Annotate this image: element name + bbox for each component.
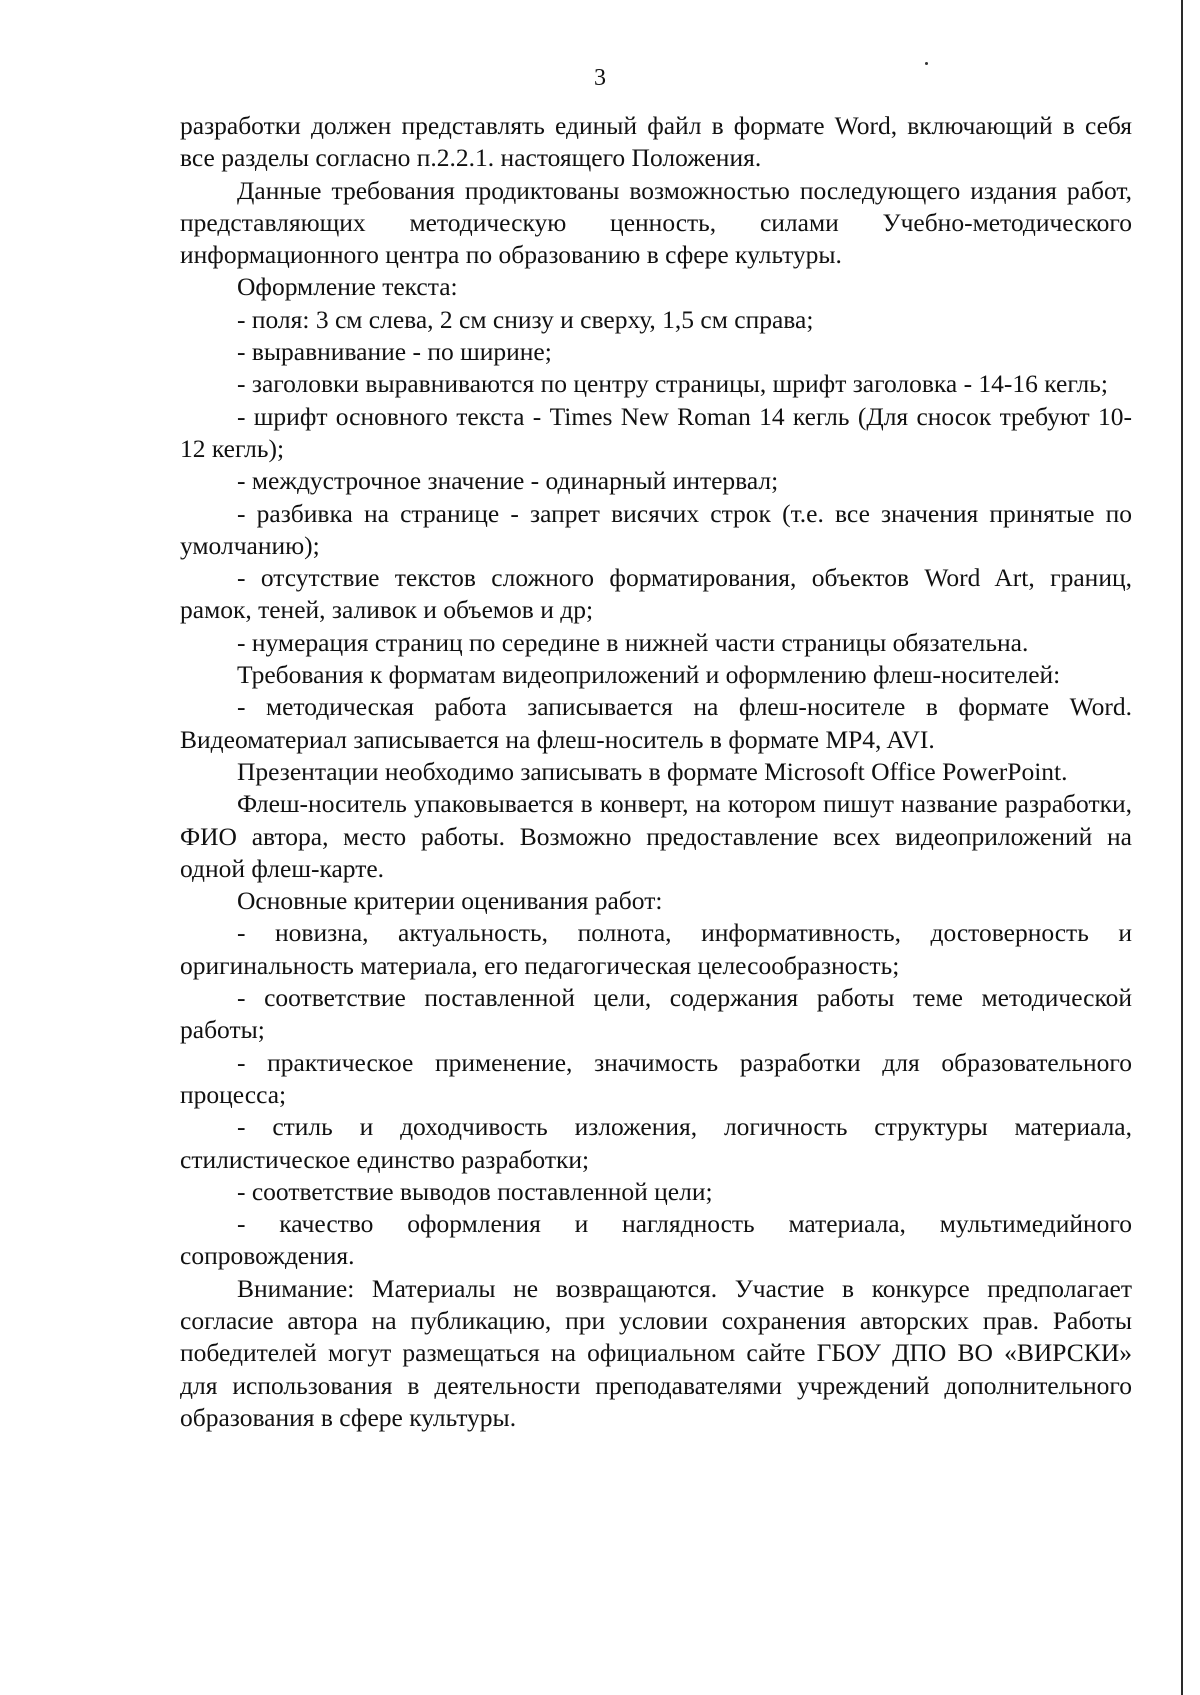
list-item-headings: - заголовки выравниваются по центру страницы, шрифт заголовка - 14-16 кегль;	[237, 369, 1108, 399]
list-item-design-quality: - качество оформления и наглядность материала, мультимедийного сопровождения.	[180, 1209, 1132, 1271]
scan-speck	[925, 62, 928, 65]
list-item-main-font: - шрифт основного текста - Times New Roman 14 кегль (Для сносок требуют 10-12 кегль);	[180, 401, 1132, 463]
paragraph-flash-envelope: Флеш-носитель упаковывается в конверт, на котором пишут название разработки, ФИО автора, место работы. Возможно предоставление всех видеоприложений на одной флеш-карте.	[180, 789, 1132, 883]
page-number: 3	[594, 65, 606, 91]
list-item-practical-use: - практическое применение, значимость разработки для образовательного процесса;	[180, 1047, 1132, 1109]
list-item-conclusions: - соответствие выводов поставленной цели;	[237, 1176, 713, 1206]
paragraph-attention: Внимание: Материалы не возвращаются. Участие в конкурсе предполагает согласие автора на публикацию, при условии сохранения авторских прав. Работы победителей могут размещаться на официальном сайте ГБОУ ДПО ВО «ВИРСКИ» для использования в деятельности преподавателями учреждений дополнительного образования в сфере культуры.	[180, 1273, 1132, 1432]
list-item-page-numbering: - нумерация страниц по середине в нижней части страницы обязательна.	[237, 627, 1029, 657]
list-item-page-breaks: - разбивка на странице - запрет висячих строк (т.е. все значения принятые по умолчанию);	[180, 498, 1132, 560]
document-body	[180, 110, 1132, 1434]
list-item-no-complex-formatting: - отсутствие текстов сложного форматирования, объектов Word Art, границ, рамок, теней, заливок и объемов и др;	[180, 563, 1132, 625]
list-item-goal-compliance: - соответствие поставленной цели, содержания работы теме методической работы;	[180, 983, 1132, 1045]
paragraph-continuation: разработки должен представлять единый файл в формате Word, включающий в себя все разделы согласно п.2.2.1. настоящего Положения.	[180, 111, 1132, 173]
list-item-alignment: - выравнивание - по ширине;	[237, 337, 552, 367]
list-item-margins: - поля: 3 см слева, 2 см снизу и сверху, 1,5 см справа;	[237, 304, 814, 334]
paragraph-requirements-purpose: Данные требования продиктованы возможностью последующего издания работ, представляющих методическую ценность, силами Учебно-методического информационного центра по образованию в сфере культуры.	[180, 175, 1132, 270]
list-item-style: - стиль и доходчивость изложения, логичность структуры материала, стилистическое единство разработки;	[180, 1112, 1132, 1174]
paragraph-media-requirements: Требования к форматам видеоприложений и оформлению флеш-носителей:	[237, 660, 1061, 690]
paragraph-formatting-heading: Оформление текста:	[237, 272, 458, 302]
list-item-line-spacing: - междустрочное значение - одинарный интервал;	[237, 466, 779, 496]
scan-edge-line	[1181, 0, 1183, 1695]
paragraph-presentations: Презентации необходимо записывать в формате Microsoft Office PowerPoint.	[237, 756, 1068, 786]
paragraph-criteria-heading: Основные критерии оценивания работ:	[237, 886, 663, 916]
list-item-novelty: - новизна, актуальность, полнота, информативность, достоверность и оригинальность материала, его педагогическая целесообразность;	[180, 918, 1132, 980]
list-item-flash-recording: - методическая работа записывается на флеш-носителе в формате Word. Видеоматериал записывается на флеш-носитель в формате MP4, AVI.	[180, 692, 1132, 754]
